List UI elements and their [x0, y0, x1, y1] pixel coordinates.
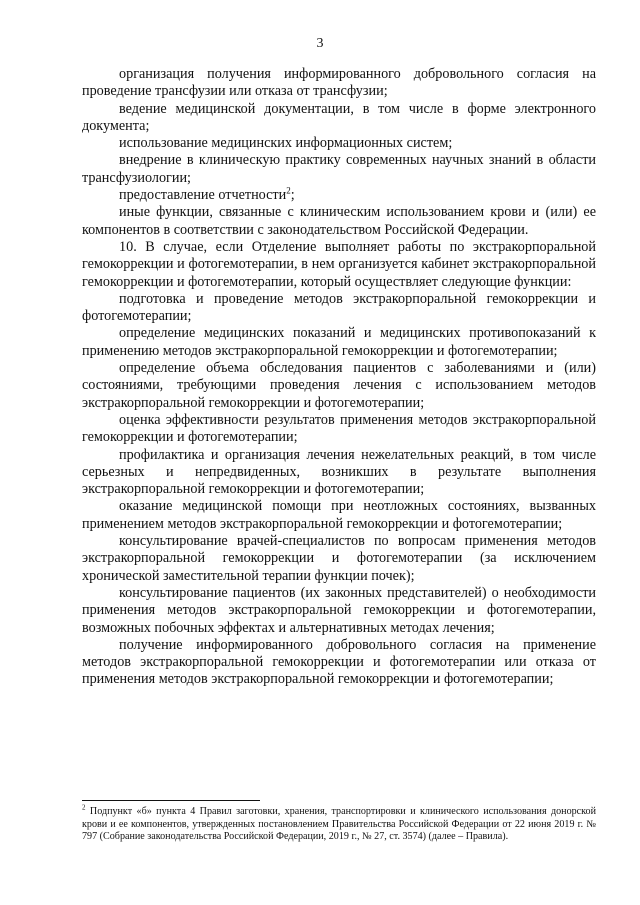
- paragraph: консультирование врачей-специалистов по вопросам применения методов экстракорпоральной гемокоррекции и фотогемотерапии (за исключением хронической заместительной терапии функции почек);: [82, 533, 596, 584]
- paragraph: подготовка и проведение методов экстракорпоральной гемокоррекции и фотогемотерапии;: [82, 290, 596, 325]
- page-number: 3: [316, 36, 324, 51]
- paragraph: оказание медицинской помощи при неотложных состояниях, вызванных применением методов экстракорпоральной гемокоррекции и фотогемотерапии;: [82, 498, 596, 532]
- paragraph: профилактика и организация лечения нежелательных реакций, в том числе серьезных и непредвиденных, возникших в результате выполнения экстракорпоральной гемокоррекции и фотогемотерапии;: [82, 446, 596, 498]
- paragraph: иные функции, связанные с клиническим использованием крови и (или) ее компонентов в соответствии с законодательством Российской Федерации.: [82, 204, 596, 238]
- footnote: [82, 803, 596, 844]
- paragraph: организация получения информированного добровольного согласия на проведение трансфузии или отказа от трансфузии;: [82, 66, 596, 100]
- reporting-text: предоставление отчетности: [119, 187, 287, 204]
- footnote-divider: [82, 800, 260, 801]
- footnote-mark: 2: [82, 803, 86, 812]
- reporting-paragraph: [82, 187, 596, 204]
- footnote-reference: 2: [286, 185, 291, 196]
- paragraph: оценка эффективности результатов применения методов экстракорпоральной гемокоррекции и фотогемотерапии;: [82, 411, 596, 446]
- paragraph: консультирование пациентов (их законных представителей) о необходимости применения методов экстракорпоральной гемокоррекции и фотогемотерапии, возможных побочных эффектах и альтернативных методах лечения;: [82, 584, 596, 636]
- footnote-text: Подпункт «б» пункта 4 Правил заготовки, хранения, транспортировки и клинического использования донорской крови и ее компонентов, утвержденных постановлением Правительства Российской Федерации от 22 июня 2019 г. № 797 (Собрание законодательства Российской Федерации, 2019 г., № 27, ст. 3574) (далее – Правила).: [82, 806, 596, 843]
- paragraph: 10. В случае, если Отделение выполняет работы по экстракорпоральной гемокоррекции и фотогемотерапии, в нем организуется кабинет экстракорпоральной гемокоррекции и фотогемотерапии, который осуществляет следующие функции:: [82, 238, 596, 290]
- paragraph: получение информированного добровольного согласия на применение методов экстракорпоральной гемокоррекции и фотогемотерапии или отказа от применения методов экстракорпоральной гемокоррекции и фотогемотерапии;: [82, 636, 596, 688]
- paragraph: внедрение в клиническую практику современных научных знаний в области трансфузиологии;: [82, 152, 596, 186]
- body-text: [82, 66, 596, 689]
- paragraph: определение медицинских показаний и медицинских противопоказаний к применению методов экстракорпоральной гемокоррекции и фотогемотерапии;: [82, 325, 596, 359]
- paragraph: определение объема обследования пациентов с заболеваниями и (или) состояниями, требующими проведения лечения с использованием методов экстракорпоральной гемокоррекции и фотогемотерапии;: [82, 360, 596, 411]
- reporting-end: ;: [290, 187, 295, 204]
- paragraph: использование медицинских информационных систем;: [119, 135, 453, 152]
- paragraph: ведение медицинской документации, в том числе в форме электронного документа;: [82, 100, 596, 134]
